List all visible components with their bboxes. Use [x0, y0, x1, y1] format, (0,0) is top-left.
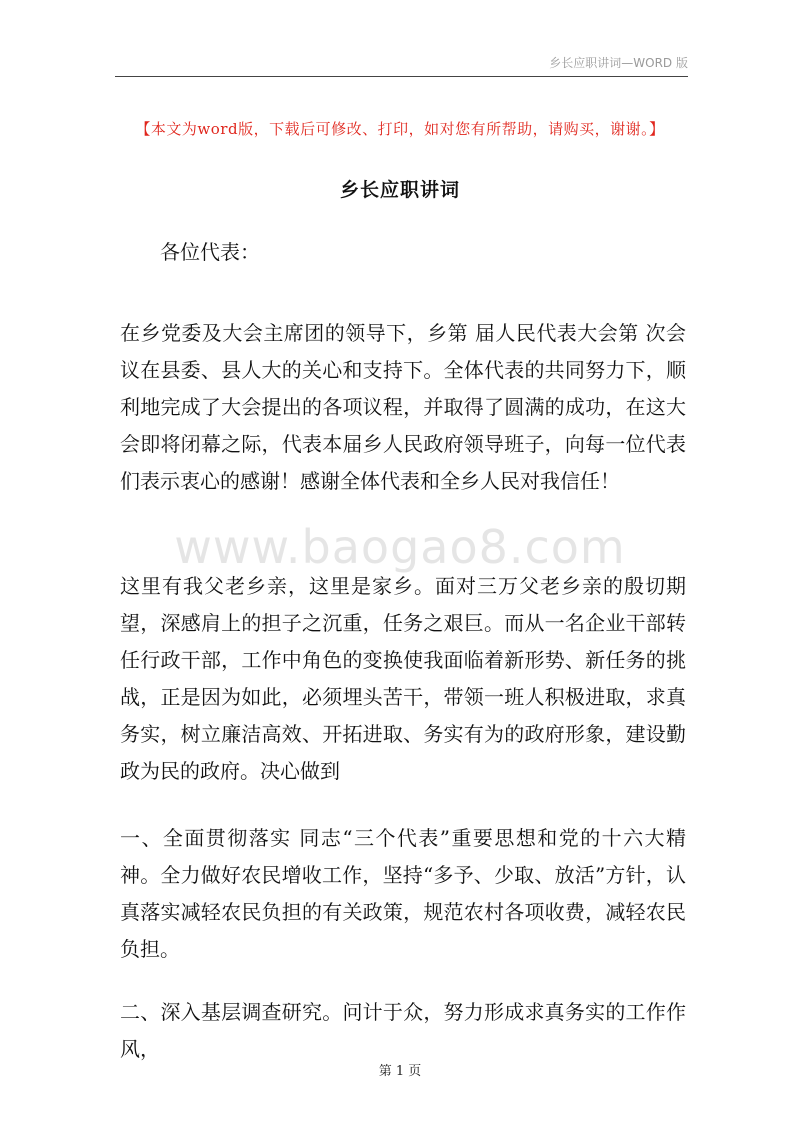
paragraph-3: 一、全面贯彻落实 同志“三个代表”重要思想和党的十六大精神。全力做好农民增收工作，坚持“多予、少取、放活”方针，认真落实减轻农民负担的有关政策，规范农村各项收费，减轻农民负担。 — [120, 826, 686, 961]
paragraph-2: 这里有我父老乡亲，这里是家乡。面对三万父老乡亲的殷切期望，深感肩上的担子之沉重，任务之艰巨。而从一名企业干部转任行政干部，工作中角色的变换使我面临着新形势、新任务的挑战，正是因为如此，必须埋头苦干，带领一班人积极进取，求真务实，树立廉洁高效、开拓进取、务实有为的政府形象，建设勤政为民的政府。决心做到 — [120, 574, 686, 783]
paragraph-4: 二、深入基层调查研究。问计于众，努力形成求真务实的工作作风， — [120, 1000, 686, 1061]
running-header: 乡长应职讲词—WORD 版 — [549, 56, 688, 70]
header-divider — [115, 76, 688, 77]
watermark: www.baogao8.com — [174, 520, 626, 574]
purchase-notice: 【本文为word版，下载后可修改、打印，如对您有所帮助，请购买，谢谢。】 — [135, 120, 665, 138]
page-number: 第 1 页 — [378, 1064, 422, 1079]
paragraph-1: 在乡党委及大会主席团的领导下，乡第 届人民代表大会第 次会议在县委、县人大的关心和支持下。全体代表的共同努力下，顺利地完成了大会提出的各项议程，并取得了圆满的成功，在这大会即将闭幕之际，代表本届乡人民政府领导班子，向每一位代表们表示衷心的感谢！感谢全体代表和全乡人民对我信任！ — [120, 321, 686, 493]
document-title: 乡长应职讲词 — [339, 179, 460, 201]
salutation: 各位代表： — [160, 240, 260, 264]
